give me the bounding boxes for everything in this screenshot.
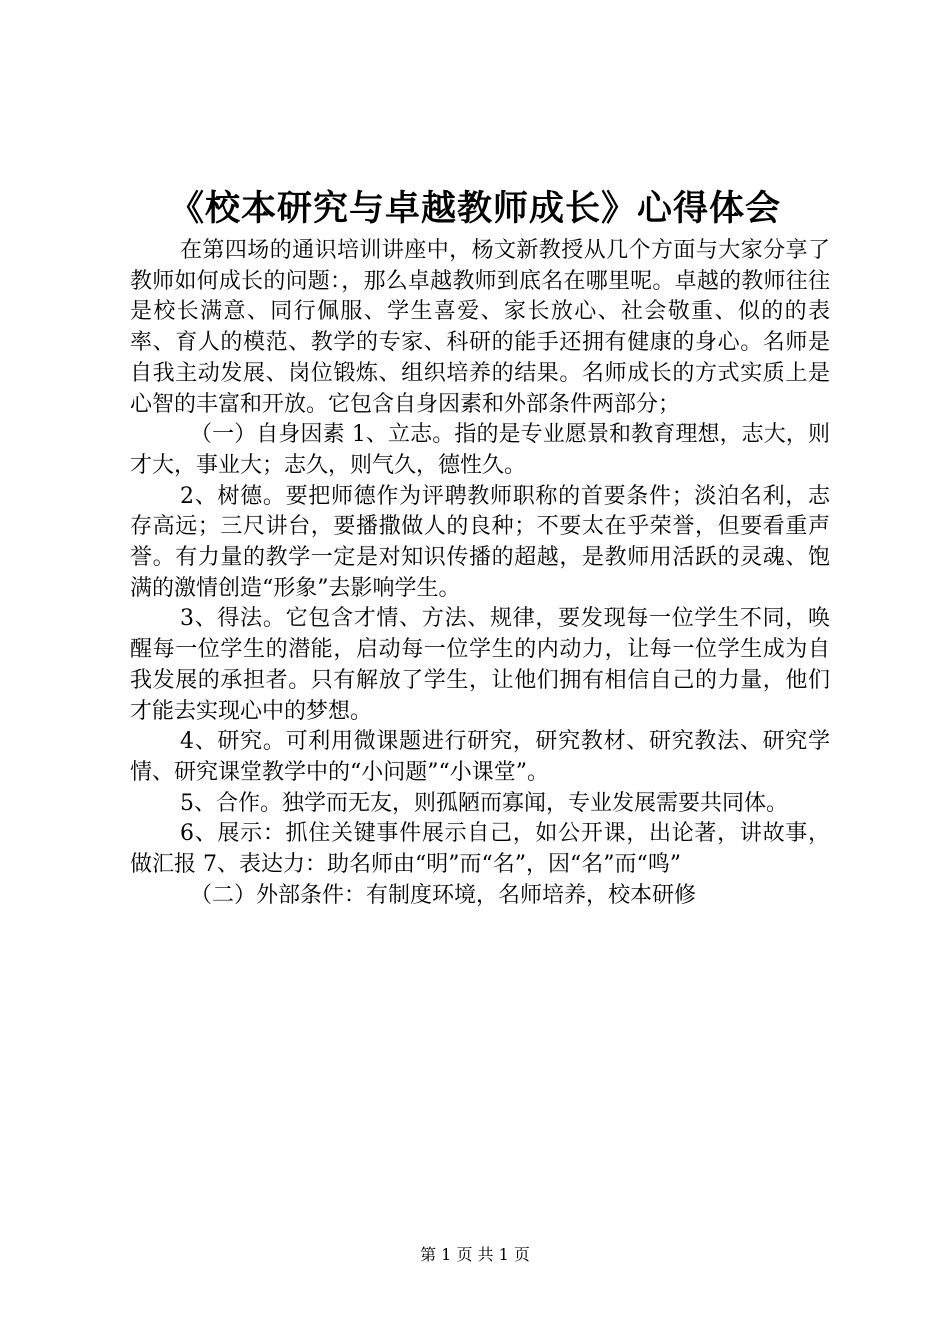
paragraph-method: 3、得法。它包含才情、方法、规律，要发现每一位学生不同，唤醒每一位学生的潜能，启动每一位学生的内动力，让每一位学生成为自我发展的承担者。只有解放了学生，让他们拥有相信自己的力量，他们才能去实现心中的梦想。 (130, 606, 830, 724)
page-title: 《校本研究与卓越教师成长》心得体会 (168, 188, 781, 229)
paragraph-cooperation: 5、合作。独学而无友，则孤陋而寡闻，专业发展需要共同体。 (180, 790, 788, 816)
paragraph-external-conditions: （二）外部条件：有制度环境，名师培养，校本研修 (190, 882, 697, 908)
document-body (130, 236, 830, 911)
paragraph-self-factors: （一）自身因素 1、立志。指的是专业愿景和教育理想，志大，则才大，事业大；志久，则气久，德性久。 (130, 422, 830, 478)
paragraph-showcase: 6、展示：抓住关键事件展示自己，如公开课，出论著，讲故事，做汇报 7、表达力：助名师由“明”而“名”，因“名”而“鸣” (130, 821, 830, 878)
paragraph-research: 4、研究。可利用微课题进行研究，研究教材、研究教法、研究学情、研究课堂教学中的“小问题”“小课堂”。 (130, 729, 830, 785)
paragraph-intro: 在第四场的通识培训讲座中，杨文新教授从几个方面与大家分享了教师如何成长的问题：，那么卓越教师到底名在哪里呢。卓越的教师往往是校长满意、同行佩服、学生喜爱、家长放心、社会敬重、似的的表率、育人的模范、教学的专家、科研的能手还拥有健康的身心。名师是自我主动发展、岗位锻炼、组织培养的结果。名师成长的方式实质上是心智的丰富和开放。它包含自身因素和外部条件两部分； (130, 238, 830, 417)
paragraph-virtue: 2、树德。要把师德作为评聘教师职称的首要条件；淡泊名利，志存高远；三尺讲台，要播撒做人的良种；不要太在乎荣誉，但要看重声誉。有力量的教学一定是对知识传播的超越，是教师用活跃的灵魂、饱满的激情创造“形象”去影响学生。 (130, 483, 830, 601)
page-number-footer: 第 1 页 共 1 页 (420, 1245, 530, 1264)
